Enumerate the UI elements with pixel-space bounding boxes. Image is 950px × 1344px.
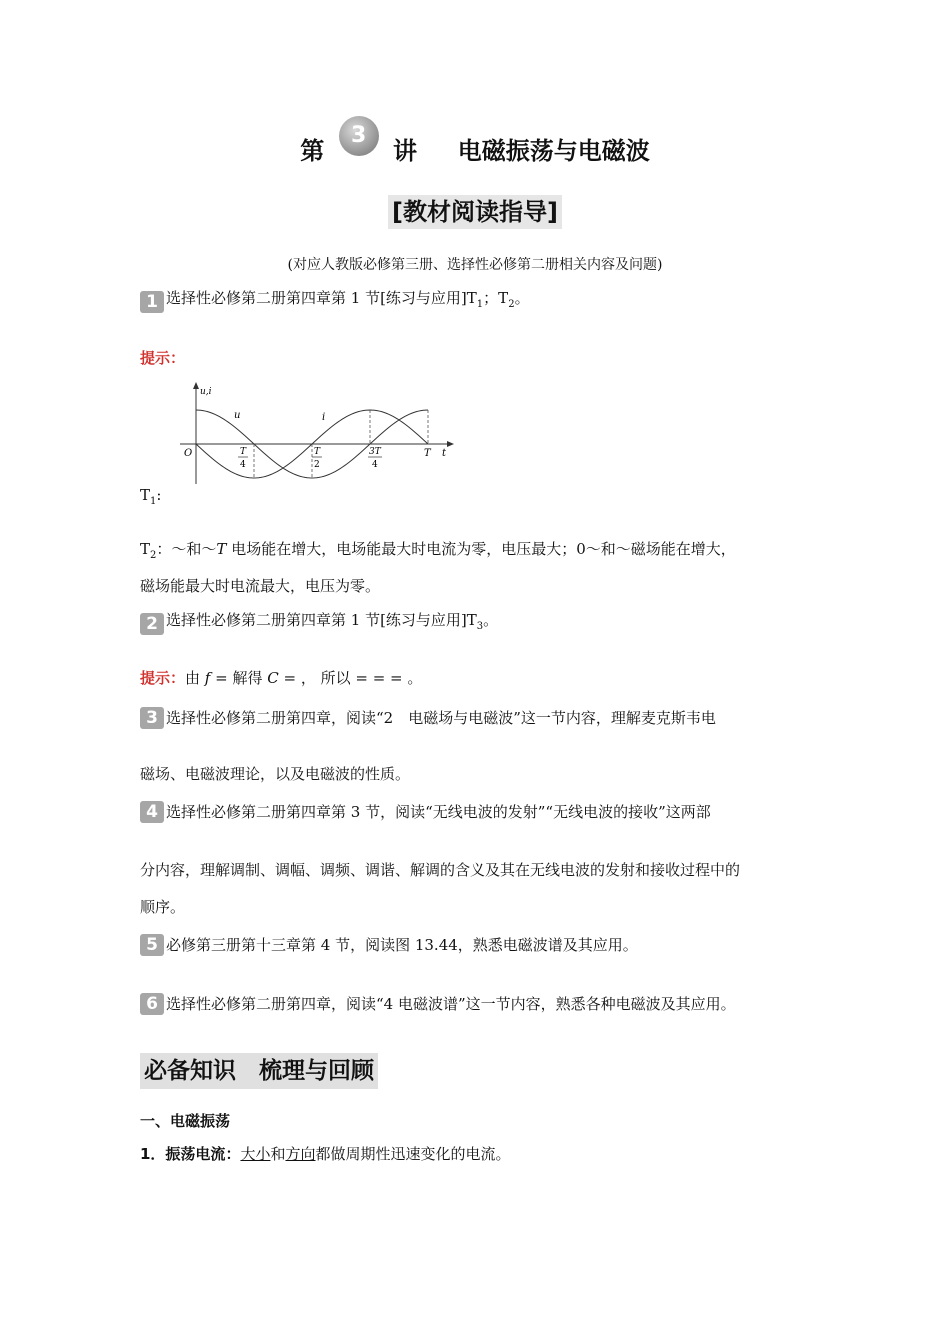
item-text: 选择性必修第二册第四章，阅读“2 电磁场与电磁波”这一节内容，理解麦克斯韦电 (166, 709, 716, 727)
blank-answer-magnitude: 大小 (240, 1145, 271, 1163)
item-number-badge: 6 (140, 993, 164, 1015)
hint-label: 提示： (140, 349, 186, 367)
tick-three-quarter-den: 4 (372, 460, 378, 470)
item-text: 选择性必修第二册第四章第 1 节[练习与应用]T (166, 611, 477, 629)
hint-1 (140, 347, 185, 369)
y-axis-label: u,i (200, 387, 212, 397)
hint-2: 提示：由 f = 解得 C = ， 所以 = = = 。 (140, 669, 423, 687)
hint-label: 提示： (140, 669, 186, 687)
title-mid: 讲 (393, 136, 417, 165)
reference-note: (对应人教版必修第三册、选择性必修第二册相关内容及问题) (287, 257, 663, 273)
tick-half-den: 2 (314, 460, 320, 470)
item-text: 选择性必修第二册第四章，阅读“4 电磁波谱”这一节内容，熟悉各种电磁波及其应用。 (166, 995, 736, 1013)
item-text: 选择性必修第二册第四章第 3 节，阅读“无线电波的发射”“无线电波的接收”这两部 (166, 803, 711, 821)
reading-item-3-line2: 磁场、电磁波理论，以及电磁波的性质。 (140, 765, 411, 783)
item-text: 选择性必修第二册第四章第 1 节[练习与应用]T (166, 289, 477, 307)
item-number-badge: 1 (140, 291, 164, 313)
reading-item-3 (140, 706, 820, 729)
answer-t2-line2: 磁场能最大时电流最大，电压为零。 (140, 577, 381, 595)
origin-label: O (184, 448, 193, 459)
oscillation-graph (176, 380, 456, 484)
reading-item-1: 1 选择性必修第二册第四章第 1 节[练习与应用]$T_1$；$T_2$。 (140, 287, 820, 316)
tick-quarter-num: T (240, 447, 247, 457)
period-label: T (424, 448, 431, 459)
tick-three-quarter-num: 3T (369, 447, 381, 457)
heading-electromagnetic-oscillation: 一、电磁振荡 (140, 1112, 231, 1130)
u-label: u (234, 410, 241, 421)
section-title: 必备知识 梳理与回顾 (140, 1053, 378, 1089)
item-number-badge: 3 (140, 707, 164, 729)
answer-t2-line1: $T_2$：～和～T 电场能在增大，电场能最大时电流为零，电压最大；0～和～磁场能在增大， (140, 540, 736, 561)
y-axis-arrow (193, 382, 199, 389)
item-number-badge: 2 (140, 613, 164, 635)
reading-item-4-line3: 顺序。 (140, 898, 186, 916)
point-1: 1．振荡电流：大小和方向都做周期性迅速变化的电流。 (140, 1145, 511, 1163)
item-text: 必修第三册第十三章第 4 节，阅读图 13.44，熟悉电磁波谱及其应用。 (166, 936, 638, 954)
subtitle-wrap (0, 195, 950, 229)
item-number-badge: 5 (140, 934, 164, 956)
reading-item-5 (140, 933, 820, 956)
subtitle: [教材阅读指导] (388, 195, 562, 229)
item-number-badge: 4 (140, 801, 164, 823)
title-main: 电磁振荡与电磁波 (457, 136, 650, 165)
tick-half-num: T (314, 447, 321, 457)
x-axis-arrow (447, 441, 454, 447)
title-prefix: 第 (300, 136, 325, 165)
reading-item-4-line2: 分内容，理解调制、调幅、调频、调谐、解调的含义及其在无线电波的发射和接收过程中的 (140, 861, 741, 879)
tick-quarter-den: 4 (240, 460, 246, 470)
lesson-title (0, 123, 950, 168)
answer-t1: $T_1$: (140, 486, 162, 507)
reading-item-2: 2 选择性必修第二册第四章第 1 节[练习与应用]$T_3$。 (140, 609, 820, 638)
t-axis-label: t (442, 448, 447, 459)
blank-answer-direction: 方向 (285, 1145, 316, 1163)
reading-item-6 (140, 992, 820, 1015)
reading-item-4 (140, 800, 820, 823)
i-label: i (322, 412, 326, 423)
lesson-number-badge: 3 (339, 116, 379, 156)
